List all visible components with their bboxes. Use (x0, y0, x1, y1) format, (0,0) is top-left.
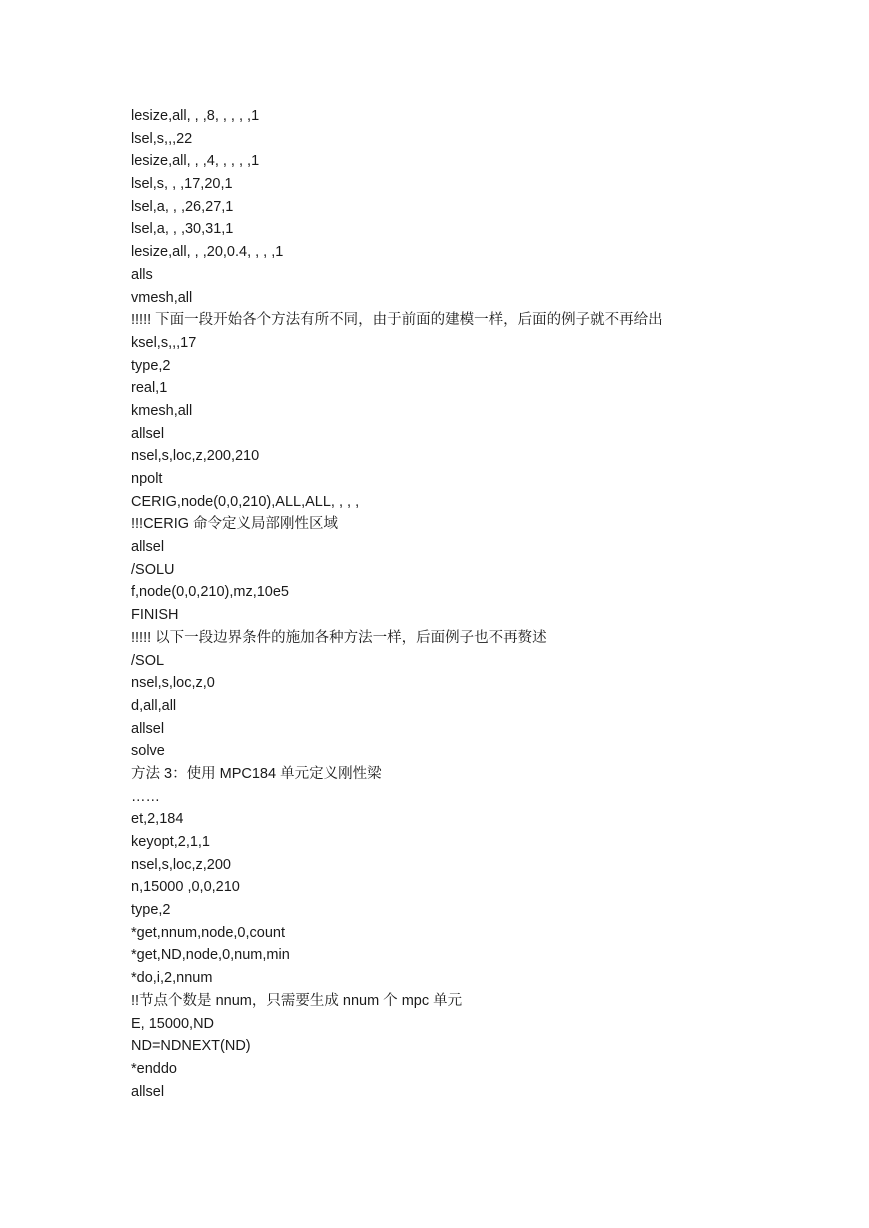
code-line: kmesh,all (131, 402, 193, 419)
ellipsis-line: …… (131, 788, 160, 805)
code-line: lsel,s,,,22 (131, 130, 193, 147)
code-line: real,1 (131, 380, 168, 397)
code-line: n,15000 ,0,0,210 (131, 879, 240, 896)
code-line: lsel,a, , ,30,31,1 (131, 221, 234, 238)
code-line: *get,nnum,node,0,count (131, 924, 285, 941)
code-line: allsel (131, 425, 165, 442)
code-line: allsel (131, 1083, 165, 1100)
code-line: lesize,all, , ,8, , , , ,1 (131, 108, 260, 124)
code-line: et,2,184 (131, 811, 184, 828)
code-line: lesize,all, , ,20,0.4, , , ,1 (131, 244, 284, 261)
code-line: lsel,s, , ,17,20,1 (131, 176, 233, 193)
code-line: nsel,s,loc,z,0 (131, 675, 215, 692)
code-line: E, 15000,ND (131, 1015, 215, 1032)
code-line: allsel (131, 539, 165, 556)
code-line: /SOLU (131, 561, 175, 578)
comment-line: !!节点个数是 nnum，只需要生成 nnum 个 mpc 单元 (131, 992, 463, 1009)
document-page (131, 105, 831, 1103)
code-line: allsel (131, 720, 165, 737)
comment-line: !!!CERIG 命令定义局部刚性区域 (131, 516, 339, 533)
section-heading: 方法 3：使用 MPC184 单元定义刚性梁 (131, 765, 382, 782)
code-line: ksel,s,,,17 (131, 334, 197, 351)
code-line: *enddo (131, 1060, 177, 1077)
code-line: /SOL (131, 652, 165, 669)
code-line: keyopt,2,1,1 (131, 834, 210, 850)
code-line: lesize,all, , ,4, , , , ,1 (131, 153, 260, 170)
comment-line: !!!!! 下面一段开始各个方法有所不同，由于前面的建模一样，后面的例子就不再给出 (131, 312, 663, 329)
code-line: d,all,all (131, 697, 177, 714)
code-line: f,node(0,0,210),mz,10e5 (131, 584, 289, 601)
code-line: solve (131, 743, 165, 760)
code-line: CERIG,node(0,0,210),ALL,ALL, , , , (131, 493, 360, 510)
code-line: *do,i,2,nnum (131, 970, 213, 987)
code-line: alls (131, 266, 153, 283)
code-line: type,2 (131, 357, 171, 374)
code-line: FINISH (131, 607, 179, 624)
comment-line: !!!!! 以下一段边界条件的施加各种方法一样，后面例子也不再赘述 (131, 629, 547, 646)
code-line: npolt (131, 471, 163, 487)
code-line: ND=NDNEXT(ND) (131, 1038, 251, 1055)
code-line: lsel,a, , ,26,27,1 (131, 198, 234, 215)
code-line: nsel,s,loc,z,200,210 (131, 448, 260, 465)
code-line: *get,ND,node,0,num,min (131, 947, 290, 964)
code-line: nsel,s,loc,z,200 (131, 856, 231, 873)
code-line: type,2 (131, 902, 171, 919)
code-line: vmesh,all (131, 289, 193, 306)
